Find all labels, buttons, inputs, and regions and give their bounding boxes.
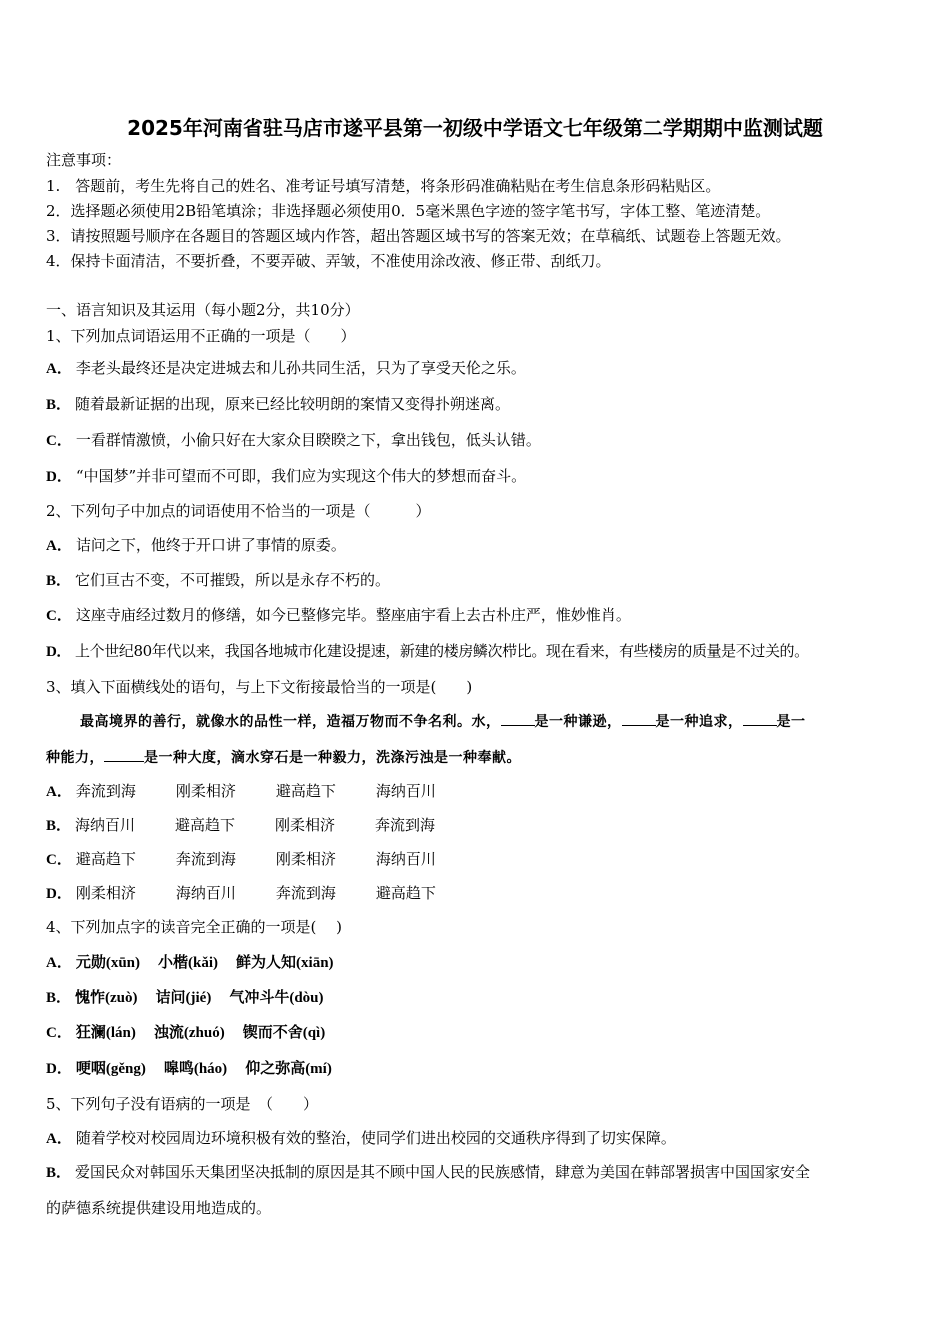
- option-a: [46, 952, 352, 973]
- option-label: B．: [46, 990, 72, 1006]
- option-label: A．: [46, 784, 72, 800]
- option-d: [46, 466, 526, 487]
- option-item: 避高趋下: [275, 782, 336, 800]
- option-item: 元勋(xūn): [75, 955, 141, 971]
- option-label: C．: [46, 852, 72, 868]
- option-text: 爱国民众对韩国乐天集团坚决抵制的原因是其不顾中国人民的民族感情，肆意为美国在韩部署损害中国国家安全: [75, 1163, 811, 1181]
- question-stem: 4、下列加点字的读音完全正确的一项是( ): [46, 918, 343, 936]
- option-label: A．: [46, 538, 72, 554]
- option-text: 诘问之下，他终于开口讲了事情的原委。: [75, 536, 346, 554]
- option-label: C．: [46, 608, 72, 624]
- fill-blank: [622, 711, 656, 726]
- option-c: [46, 605, 631, 626]
- option-d: [46, 641, 809, 662]
- option-item: 浊流(zhuó): [153, 1025, 225, 1041]
- option-label: A．: [46, 1131, 72, 1147]
- option-c: [46, 430, 541, 451]
- option-item: 刚柔相济: [175, 782, 236, 800]
- option-text: 这座寺庙经过数月的修缮，如今已整修完毕。整座庙宇看上去古朴庄严，惟妙惟肖。: [75, 606, 631, 624]
- option-item: 锲而不舍(qì): [242, 1025, 326, 1041]
- option-b: [46, 570, 390, 591]
- option-c: [46, 849, 476, 870]
- option-d: [46, 1058, 350, 1079]
- question-stem: 2、下列句子中加点的词语使用不恰当的一项是（ ）: [46, 502, 431, 520]
- option-label: B．: [46, 573, 72, 589]
- option-b: [46, 987, 342, 1008]
- question-stem: 1、下列加点词语运用不正确的一项是（ ）: [46, 327, 356, 345]
- fill-blank: [104, 747, 144, 762]
- notice-item: 4．保持卡面清洁，不要折叠，不要弄破、弄皱，不准使用涂改液、修正带、刮纸刀。: [46, 252, 611, 270]
- option-item: 刚柔相济: [75, 884, 136, 902]
- option-label: B．: [46, 1165, 72, 1181]
- passage-text: 是一种谦逊，: [534, 714, 622, 730]
- option-item: 哽咽(gěng): [75, 1061, 146, 1077]
- notice-item: 2．选择题必须使用2B铅笔填涂；非选择题必须使用0．5毫米黑色字迹的签字笔书写，字体工整、笔迹清楚。: [46, 202, 771, 220]
- notice-item: 3．请按照题号顺序在各题目的答题区域内作答，超出答题区域书写的答案无效；在草稿纸、试题卷上答题无效。: [46, 227, 791, 245]
- option-item: 海纳百川: [75, 816, 136, 834]
- option-text: 一看群情激愤，小偷只好在大家众目睽睽之下，拿出钱包，低头认错。: [75, 431, 541, 449]
- option-item: 刚柔相济: [275, 816, 336, 834]
- fill-blank: [501, 711, 535, 726]
- option-text: 随着学校对校园周边环境积极有效的整治，使同学们进出校园的交通秩序得到了切实保障。: [75, 1129, 676, 1147]
- passage-line: [46, 747, 521, 768]
- option-text: 李老头最终还是决定进城去和儿孙共同生活，只为了享受天伦之乐。: [75, 359, 526, 377]
- option-b: [46, 394, 510, 415]
- option-item: 诘问(jié): [155, 990, 212, 1006]
- option-item: 避高趋下: [375, 884, 436, 902]
- passage-text: 是一种追求，: [655, 714, 743, 730]
- option-item: 奔流到海: [75, 782, 136, 800]
- option-a: [46, 781, 476, 802]
- option-text: 上个世纪80年代以来，我国各地城市化建设提速，新建的楼房鳞次栉比。现在看来，有些楼房的质量是不过关的。: [75, 642, 809, 660]
- option-label: A．: [46, 955, 72, 971]
- option-item: 嗥鸣(háo): [163, 1061, 228, 1077]
- question-stem: 3、填入下面横线处的语句，与上下文衔接最恰当的一项是( ): [46, 678, 473, 696]
- page-title: 2025年河南省驻马店市遂平县第一初级中学语文七年级第二学期期中监测试题: [127, 116, 823, 140]
- option-label: B．: [46, 397, 72, 413]
- option-item: 刚柔相济: [275, 850, 336, 868]
- notice-item: 1. 答题前，考生先将自己的姓名、准考证号填写清楚，将条形码准确粘贴在考生信息条形码粘贴区。: [46, 177, 721, 195]
- option-item: 避高趋下: [75, 850, 136, 868]
- option-label: D．: [46, 644, 72, 660]
- option-item: 气冲斗牛(dòu): [229, 990, 324, 1006]
- option-text: 随着最新证据的出现，原来已经比较明朗的案情又变得扑朔迷离。: [75, 395, 511, 413]
- option-text: “中国梦”并非可望而不可即，我们应为实现这个伟大的梦想而奋斗。: [75, 467, 527, 485]
- option-label: A．: [46, 361, 72, 377]
- option-item: 奔流到海: [375, 816, 436, 834]
- option-item: 狂澜(lán): [75, 1025, 136, 1041]
- option-label: D．: [46, 886, 72, 902]
- option-item: 仰之弥高(mí): [245, 1061, 332, 1077]
- option-item: 海纳百川: [375, 850, 436, 868]
- option-a: [46, 535, 346, 556]
- passage-text: 种能力，: [46, 750, 104, 766]
- option-label: D．: [46, 1061, 72, 1077]
- option-label: C．: [46, 1025, 72, 1041]
- option-c: [46, 1022, 343, 1043]
- passage-text: 最高境界的善行，就像水的品性一样，造福万物而不争名利。水，: [80, 714, 501, 730]
- option-item: 小楷(kǎi): [158, 955, 219, 971]
- option-item: 愧怍(zuò): [75, 990, 138, 1006]
- option-b: [46, 1162, 810, 1183]
- option-text: 它们亘古不变，不可摧毁，所以是永存不朽的。: [75, 571, 391, 589]
- fill-blank: [743, 711, 777, 726]
- option-item: 鲜为人知(xiān): [236, 955, 334, 971]
- passage-text: 是一: [776, 714, 806, 730]
- option-item: 海纳百川: [175, 884, 236, 902]
- option-d: [46, 883, 476, 904]
- option-label: B．: [46, 818, 72, 834]
- option-label: D．: [46, 469, 72, 485]
- option-a: [46, 358, 526, 379]
- passage-text: 是一种大度，滴水穿石是一种毅力，洗涤污浊是一种奉献。: [144, 750, 521, 766]
- option-item: 海纳百川: [375, 782, 436, 800]
- passage-line: [80, 711, 806, 732]
- option-a: [46, 1128, 676, 1149]
- question-stem: 5、下列句子没有语病的一项是 （ ）: [46, 1095, 319, 1113]
- option-item: 奔流到海: [275, 884, 336, 902]
- option-b-continued: 的萨德系统提供建设用地造成的。: [46, 1199, 272, 1217]
- option-label: C．: [46, 433, 72, 449]
- option-item: 奔流到海: [175, 850, 236, 868]
- option-item: 避高趋下: [175, 816, 236, 834]
- option-b: [46, 815, 475, 836]
- section-heading: 一、语言知识及其运用（每小题2分，共10分）: [46, 301, 360, 319]
- notice-heading: 注意事项：: [46, 151, 122, 169]
